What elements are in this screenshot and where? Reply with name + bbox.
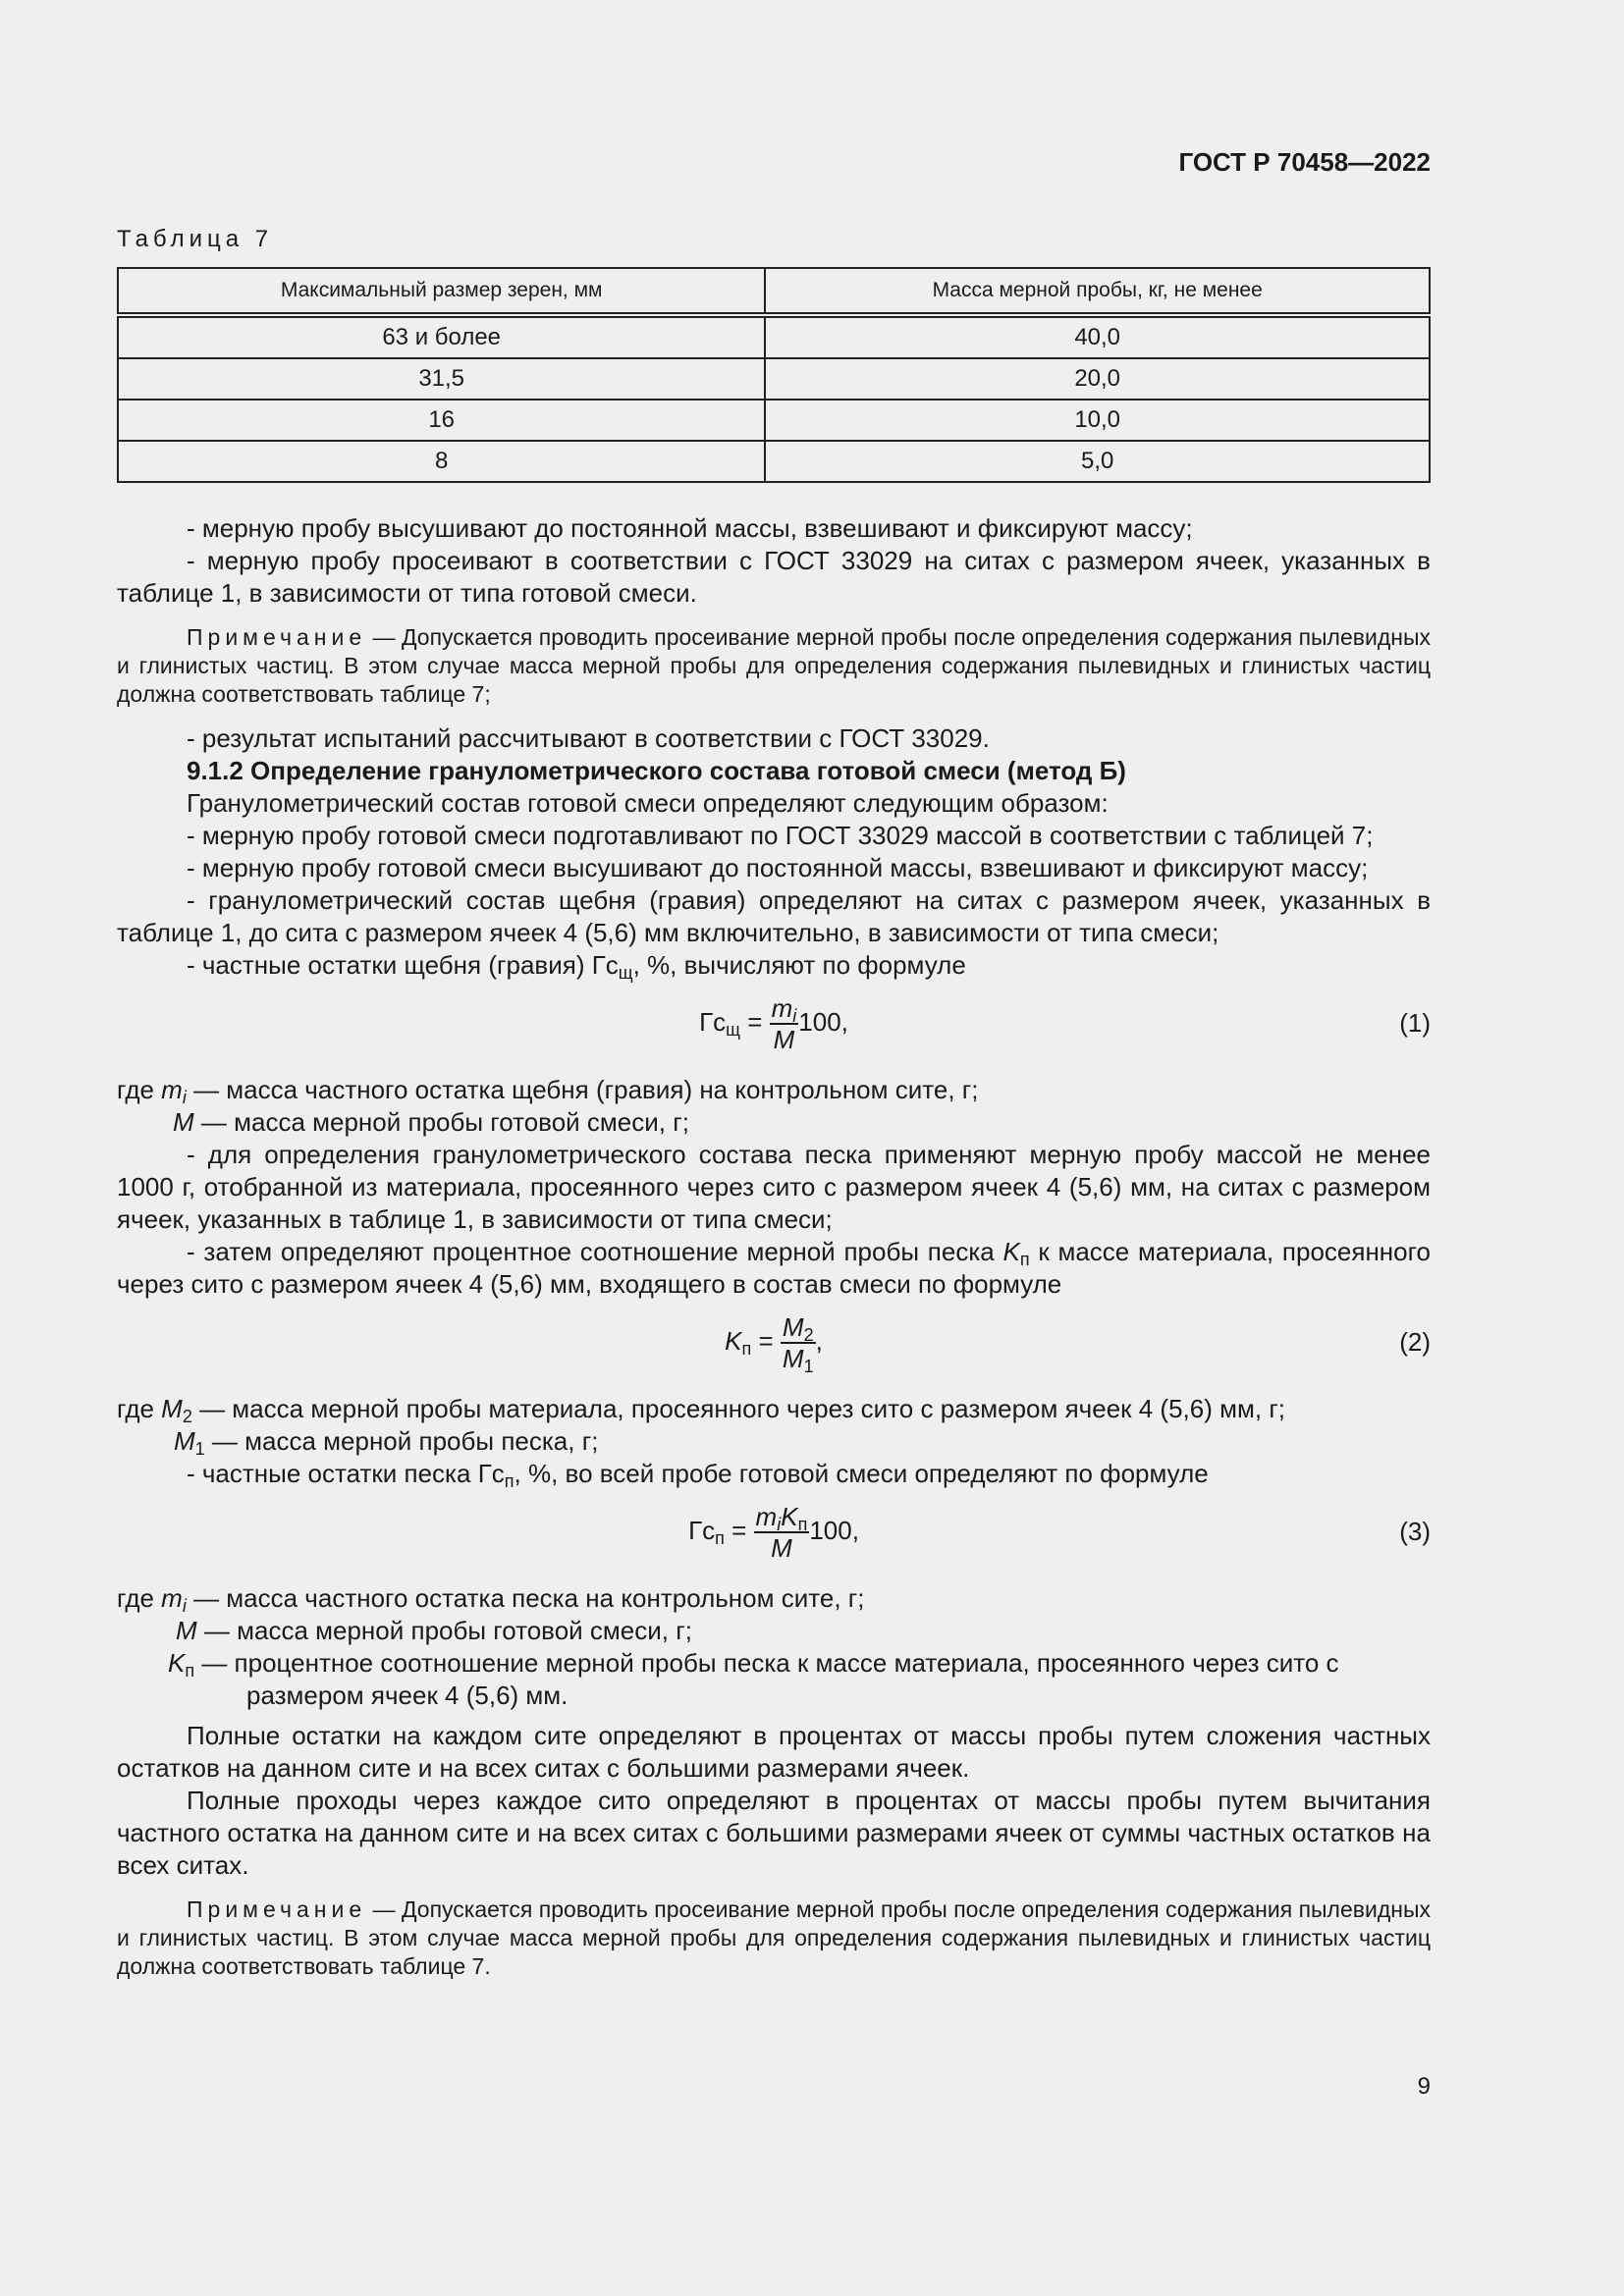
definition: — масса мерной пробы готовой смеси, г; [196, 1616, 692, 1645]
subscript: п [741, 1338, 752, 1359]
symbol: m [161, 1583, 183, 1613]
paragraph: - гранулометрический состав щебня (гравия) определяют на ситах с размером ячеек, указанных в таблице 1, до сита с размером ячеек 4 (5,6) мм включительно, в зависимости от типа смеси; [117, 885, 1431, 947]
paragraph: Гранулометрический состав готовой смеси определяют следующим образом: [187, 788, 1109, 818]
formula-eq: = [739, 1006, 770, 1037]
table-cell: 40,0 [765, 315, 1430, 358]
section-heading: 9.1.2 Определение гранулометрического состава готовой смеси (метод Б) [187, 756, 1126, 785]
symbol: M [161, 1394, 183, 1423]
where-prefix: где [117, 1075, 162, 1104]
table-cell: 31,5 [118, 358, 765, 400]
paragraph [117, 949, 1431, 982]
numerator: M [782, 1312, 804, 1342]
where-prefix: где [117, 1583, 162, 1613]
subscript: i [777, 1515, 782, 1534]
subscript: п [797, 1515, 808, 1534]
where-line [117, 1074, 1431, 1106]
column-header: Масса мерной пробы, кг, не менее [765, 268, 1430, 315]
table-cell: 5,0 [765, 441, 1430, 482]
fraction [770, 993, 799, 1054]
subscript: i [792, 1006, 797, 1026]
paragraph: Полные проходы через каждое сито определяют в процентах от массы пробы путем вычитания частного остатка на данном сите и на всех ситах с большими размерами ячеек от суммы частных остатков на всех ситах. [117, 1786, 1431, 1880]
subscript: п [715, 1527, 725, 1548]
definition: — масса мерной пробы материала, просеянного через сито с размером ячеек 4 (5,6) мм, г; [191, 1394, 1286, 1423]
text-run: к массе материала, просеянного через сито с размером ячеек 4 (5,6) мм, входящего в состав смеси по формуле [117, 1237, 1431, 1299]
table-cell: 20,0 [765, 358, 1430, 400]
table-cell: 16 [118, 400, 765, 441]
document-code: ГОСТ Р 70458—2022 [1178, 147, 1431, 177]
definition: — процентное соотношение мерной пробы песка к массе материала, просеянного через сито с [194, 1648, 1339, 1678]
note-text: — Допускается проводить просеивание мерной пробы после определения содержания пылевидных и глинистых частиц. В этом случае масса мерной пробы для определения содержания пылевидных и глинистых частиц должна соответствовать таблице 7; [117, 624, 1431, 707]
numerator: m [771, 993, 793, 1023]
symbol: M [174, 1426, 195, 1456]
table-cell: 63 и более [118, 315, 765, 358]
where-line [117, 1425, 1431, 1458]
formula-lhs: Гс [688, 1515, 716, 1545]
formula-tail: 100, [798, 1006, 848, 1037]
symbol: M [176, 1616, 197, 1645]
table-row [118, 315, 1430, 358]
table-cell: 10,0 [765, 400, 1430, 441]
note [117, 1896, 1431, 1981]
page-number: 9 [1417, 2073, 1431, 2100]
table-cell: 8 [118, 441, 765, 482]
formula-lhs: K [725, 1325, 742, 1356]
subscript: п [185, 1661, 195, 1681]
text-run: - частные остатки щебня (гравия) Гс [187, 950, 619, 980]
symbol: M [173, 1107, 194, 1137]
formula-number: (2) [1399, 1327, 1431, 1357]
subscript: п [504, 1471, 514, 1491]
fraction [781, 1312, 816, 1376]
formula-number: (1) [1399, 1008, 1431, 1038]
definition: — масса частного остатка щебня (гравия) на контрольном сите, г; [186, 1075, 979, 1104]
subscript: 1 [194, 1439, 205, 1459]
table-row [118, 400, 1430, 441]
formula-eq: = [751, 1325, 781, 1356]
note-label: Примечание [187, 1896, 367, 1922]
document-body [117, 512, 1431, 1995]
formula-tail: 100, [809, 1515, 859, 1545]
subscript: 2 [803, 1325, 814, 1345]
definition-continuation: размером ячеек 4 (5,6) мм. [246, 1681, 568, 1710]
denominator: M [773, 1025, 795, 1054]
text-run: - частные остатки песка Гс [187, 1459, 505, 1488]
table-row [118, 441, 1430, 482]
column-header: Максимальный размер зерен, мм [118, 268, 765, 315]
table-row [118, 358, 1430, 400]
note-label: Примечание [187, 624, 367, 650]
symbol: m [161, 1075, 183, 1104]
paragraph: - мерную пробу просеивают в соответствии с ГОСТ 33029 на ситах с размером ячеек, указанных в таблице 1, в зависимости от типа готовой смеси. [117, 546, 1431, 608]
where-line [117, 1393, 1431, 1425]
text-run: , %, во всей пробе готовой смеси определяют по формуле [514, 1459, 1209, 1488]
formula-number: (3) [1399, 1517, 1431, 1546]
subscript: 1 [803, 1357, 814, 1376]
formula-2 [117, 1312, 1431, 1385]
text-run: - затем определяют процентное соотношение мерной пробы песка [187, 1237, 1003, 1266]
definition: — масса мерной пробы готовой смеси, г; [193, 1107, 689, 1137]
formula-tail: , [815, 1325, 823, 1356]
formula-3 [117, 1502, 1431, 1575]
definition: — масса мерной пробы песка, г; [204, 1426, 599, 1456]
paragraph: - результат испытаний рассчитывают в соответствии с ГОСТ 33029. [187, 723, 990, 753]
where-line [117, 1106, 1431, 1139]
paragraph: - мерную пробу готовой смеси подготавливают по ГОСТ 33029 массой в соответствии с таблицей 7; [187, 821, 1374, 850]
paragraph: - для определения гранулометрического состава песка применяют мерную пробу массой не менее 1000 г, отобранной из материала, просеянного через сито с размером ячеек 4 (5,6) мм, на ситах с размером ячеек, указанных в таблице 1, в зависимости от типа смеси; [117, 1140, 1431, 1234]
numerator: m [755, 1502, 778, 1531]
paragraph [117, 1236, 1431, 1301]
subscript: i [182, 1596, 187, 1616]
formula-eq: = [724, 1515, 754, 1545]
paragraph [117, 1458, 1431, 1490]
paragraph: - мерную пробу высушивают до постоянной массы, взвешивают и фиксируют массу; [187, 513, 1193, 543]
text-run: , %, вычисляют по формуле [632, 950, 966, 980]
paragraph: Полные остатки на каждом сите определяют в процентах от массы пробы путем сложения частных остатков на данном сите и на всех ситах с большими размерами ячеек. [117, 1721, 1431, 1783]
where-line [117, 1647, 1431, 1680]
definition: — масса частного остатка песка на контрольном сите, г; [186, 1583, 865, 1613]
fraction [754, 1502, 810, 1563]
formula-lhs: Гс [699, 1006, 727, 1037]
subscript: щ [726, 1019, 740, 1040]
table-7 [117, 267, 1431, 483]
symbol: K [1002, 1237, 1020, 1266]
denominator: M [771, 1533, 792, 1563]
where-line [117, 1615, 1431, 1647]
subscript: п [1019, 1250, 1030, 1269]
numerator: K [781, 1502, 798, 1531]
denominator: M [782, 1344, 804, 1373]
table-header-row [118, 268, 1430, 315]
formula-1 [117, 993, 1431, 1066]
table-caption: Таблица 7 [117, 226, 274, 252]
where-prefix: где [117, 1394, 162, 1423]
subscript: 2 [182, 1407, 192, 1426]
symbol: K [168, 1648, 186, 1678]
note [117, 623, 1431, 709]
subscript: i [182, 1088, 187, 1107]
where-line [117, 1582, 1431, 1615]
paragraph: - мерную пробу готовой смеси высушивают до постоянной массы, взвешивают и фиксируют массу; [187, 853, 1369, 882]
note-text: — Допускается проводить просеивание мерной пробы после определения содержания пылевидных и глинистых частиц. В этом случае масса мерной пробы для определения содержания пылевидных и глинистых частиц должна соответствовать таблице 7. [117, 1896, 1431, 1979]
subscript: щ [618, 963, 633, 983]
